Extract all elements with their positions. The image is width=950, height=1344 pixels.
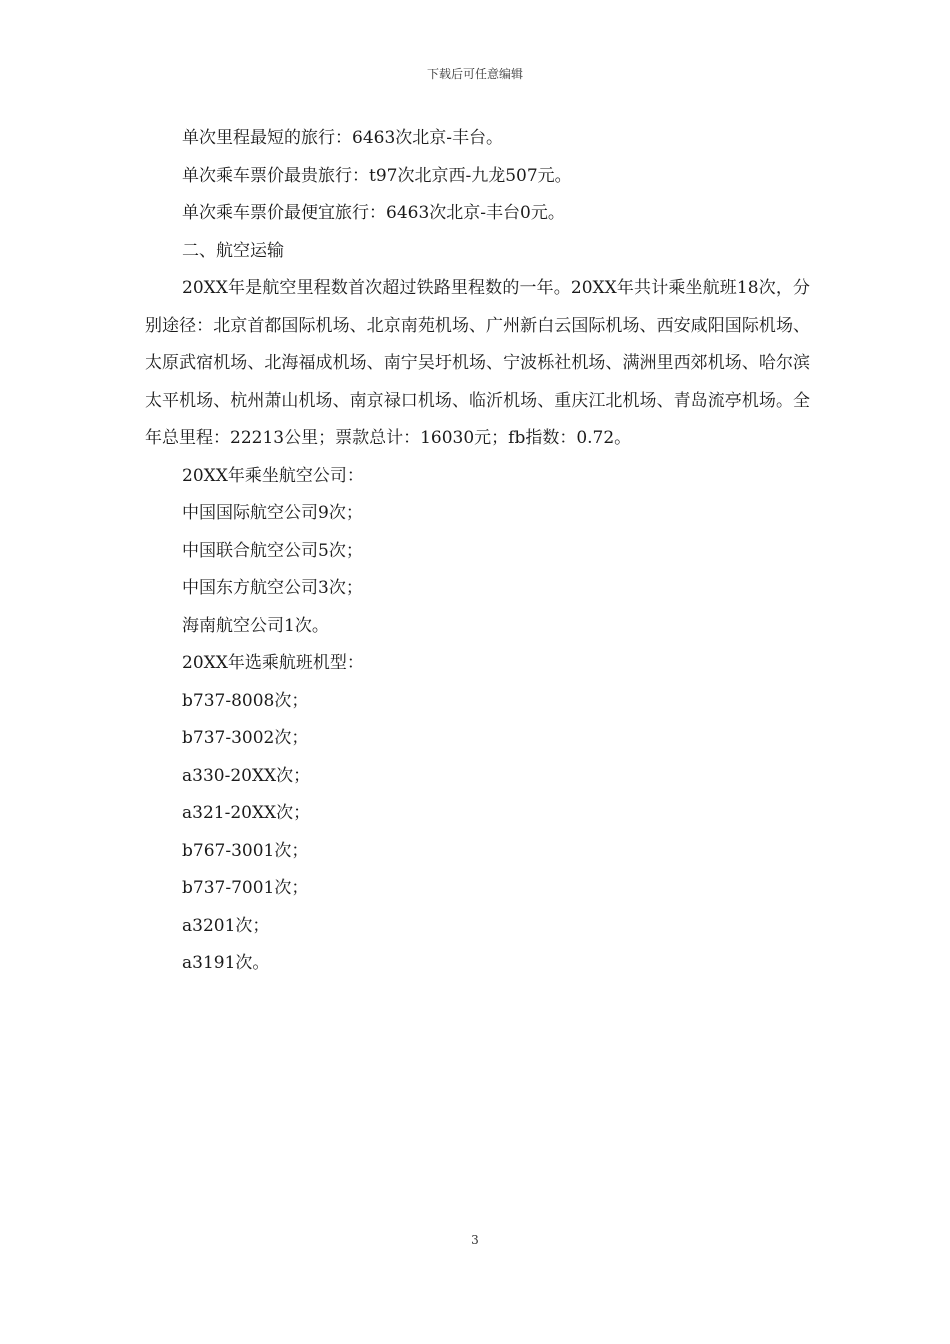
list-item: b737-7001次；	[182, 878, 309, 898]
list-item: 海南航空公司1次。	[182, 615, 329, 636]
list-item: b737-8008次；	[182, 690, 309, 711]
list-item: a330-20XX次；	[182, 765, 311, 786]
section-heading: 二、航空运输	[182, 240, 284, 261]
document-body	[145, 120, 810, 983]
text-line: 单次乘车票价最便宜旅行：6463次北京-丰台0元。	[182, 203, 565, 223]
body-paragraph: 20XX年是航空里程数首次超过铁路里程数的一年。20XX年共计乘坐航班18次，分别途径：北京首都国际机场、北京南苑机场、广州新白云国际机场、西安咸阳国际机场、太原武宿机场、北海福成机场、南宁吴圩机场、宁波栎社机场、满洲里西郊机场、哈尔滨太平机场、杭州萧山机场、南京禄口机场、临沂机场、重庆江北机场、青岛流亭机场。全年总里程：22213公里；票款总计：16030元；fb指数：0.72。	[145, 278, 810, 448]
list-item: b767-3001次；	[182, 840, 309, 861]
text-line: 单次里程最短的旅行：6463次北京-丰台。	[182, 128, 504, 148]
list-item: 中国联合航空公司5次；	[182, 540, 363, 561]
list-item: a3191次。	[182, 953, 270, 973]
airlines-heading: 20XX年乘坐航空公司：	[182, 465, 364, 486]
page-header: 下载后可任意编辑	[426, 67, 523, 81]
list-item: b737-3002次；	[182, 728, 309, 748]
list-item: a3201次；	[182, 915, 270, 936]
list-item: a321-20XX次；	[182, 803, 311, 823]
text-line: 单次乘车票价最贵旅行：t97次北京西-九龙507元。	[182, 165, 572, 186]
list-item: 中国东方航空公司3次；	[182, 578, 363, 598]
page-number: 3	[471, 1233, 479, 1247]
aircraft-heading: 20XX年选乘航班机型：	[182, 653, 364, 673]
list-item: 中国国际航空公司9次；	[182, 503, 363, 523]
